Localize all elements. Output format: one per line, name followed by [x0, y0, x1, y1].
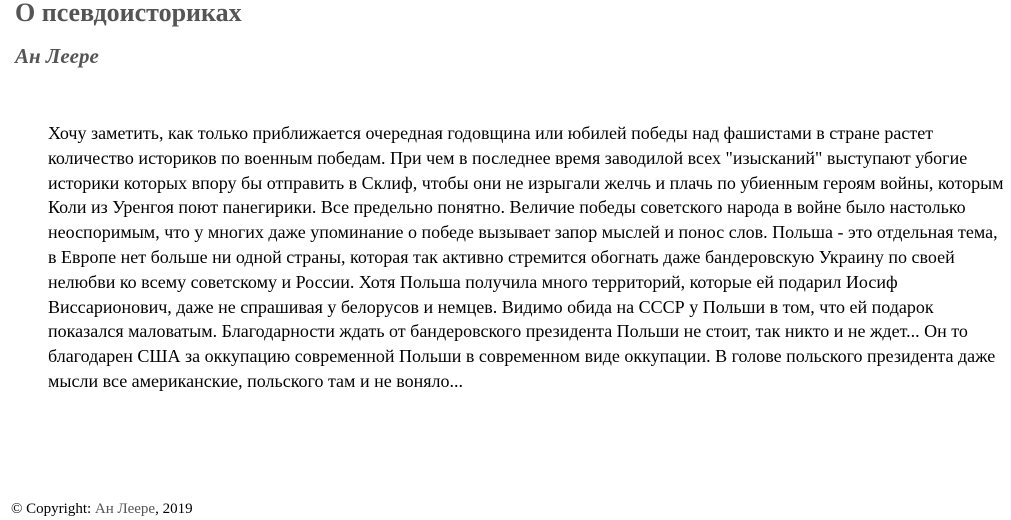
- copyright-footer: [11, 498, 193, 520]
- author-name: Ан Леере: [15, 44, 99, 68]
- copyright-prefix: © Copyright:: [11, 501, 95, 517]
- page-title: О псевдоисториках: [15, 0, 242, 27]
- copyright-author-link[interactable]: Ан Леере: [94, 501, 156, 517]
- copyright-year: , 2019: [155, 501, 193, 517]
- article-body: Хочу заметить, как только приближается очередная годовщина или юбилей победы над фашистами в стране растет количество историков по военным победам. При чем в последнее время заводилой всех "изысканий" выступают убогие историки которых впору бы отправить в Склиф, чтобы они не изрыгали желчь и плачь по убиенным героям войны, которым Коли из Уренгоя поют панегирики. Все предельно понятно. Величие победы советского народа в войне было настолько неоспоримым, что у многих даже упоминание о победе вызывает запор мыслей и понос слов. Польша - это отдельная тема, в Европе нет больше ни одной страны, которая так активно стремится обогнать даже бандеровскую Украину по своей нелюбви ко всему советскому и России. Хотя Польша получила много территорий, которые ей подарил Иосиф Виссарионович, даже не спрашивая у белорусов и немцев. Видимо обида на СССР у Польши в том, что ей подарок показался маловатым. Благодарности ждать от бандеровского президента Польши не стоит, так никто и не ждет... Он то благодарен США за оккупацию современной Польши в современном виде оккупации. В голове польского президента даже мысли все американские, польского там и не воняло...: [48, 123, 1004, 391]
